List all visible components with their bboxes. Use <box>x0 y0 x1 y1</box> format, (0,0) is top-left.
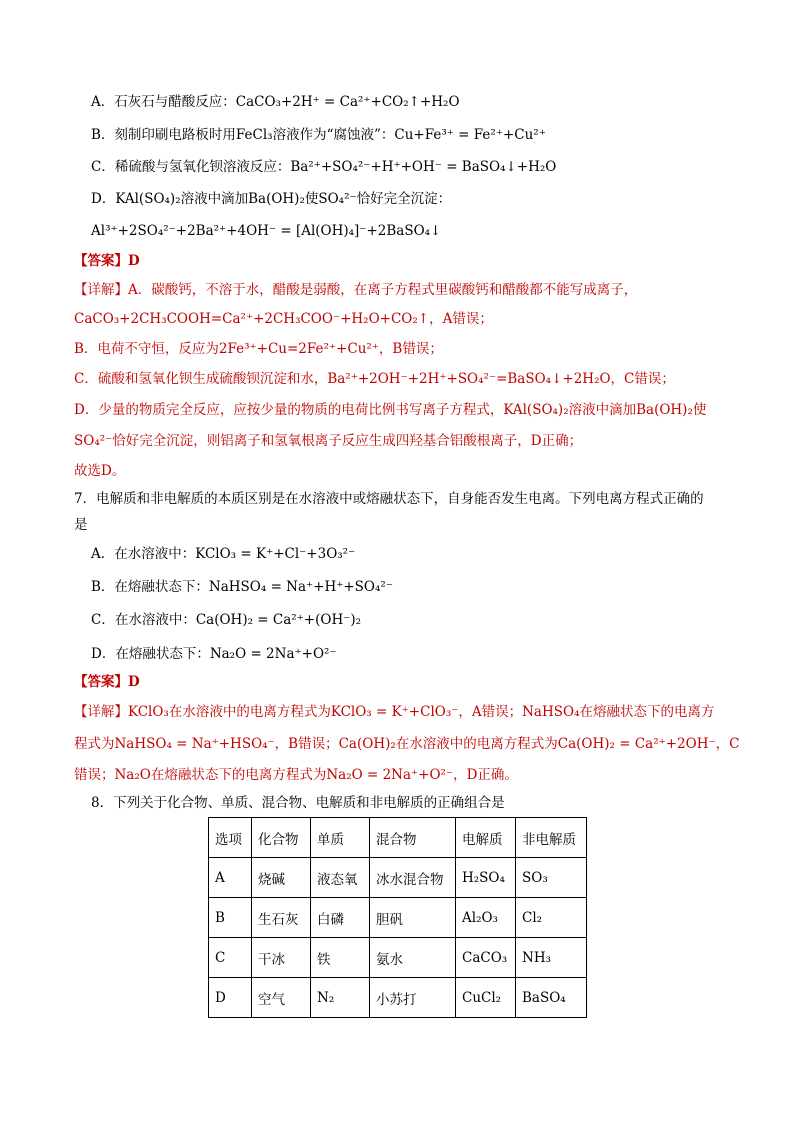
table-cell: H₂SO₄ <box>456 858 516 898</box>
q6-explain-line: 【详解】A．碳酸钙，不溶于水，醋酸是弱酸，在离子方程式里碳酸钙和醋酸都不能写成离子， <box>74 282 638 298</box>
answer-options-table <box>208 817 587 1018</box>
q7-option-c: C．在水溶液中：Ca(OH)₂ = Ca²⁺+(OH⁻)₂ <box>91 612 362 628</box>
table-row <box>209 938 587 978</box>
q6-option-d: D．KAl(SO₄)₂溶液中滴加Ba(OH)₂使SO₄²⁻恰好完全沉淀： <box>91 191 452 207</box>
table-cell: 烧碱 <box>252 858 311 898</box>
table-cell: CaCO₃ <box>456 938 516 978</box>
q7-answer: 【答案】D <box>74 674 140 690</box>
table-row <box>209 858 587 898</box>
table-header-cell: 化合物 <box>252 818 311 858</box>
q6-option-d-equation: Al³⁺+2SO₄²⁻+2Ba²⁺+4OH⁻ = [Al(OH)₄]⁻+2BaSO₄↓ <box>91 223 442 239</box>
q7-option-b: B．在熔融状态下：NaHSO₄ = Na⁺+H⁺+SO₄²⁻ <box>91 579 393 595</box>
q8-stem: 8．下列关于化合物、单质、混合物、电解质和非电解质的正确组合是 <box>91 795 505 811</box>
table-cell: 小苏打 <box>370 978 456 1018</box>
q6-conclusion: 故选D。 <box>74 463 126 479</box>
table-cell: Cl₂ <box>516 898 587 938</box>
table-cell: 胆矾 <box>370 898 456 938</box>
q6-explain-line: SO₄²⁻恰好完全沉淀，则铝离子和氢氧根离子反应生成四羟基合铝酸根离子，D正确； <box>74 433 583 449</box>
table-cell: 空气 <box>252 978 311 1018</box>
table-cell: 生石灰 <box>252 898 311 938</box>
table-cell: 氨水 <box>370 938 456 978</box>
q7-explain-line: 【详解】KClO₃在水溶液中的电离方程式为KClO₃ = K⁺+ClO₃⁻，A错误；NaHSO₄在熔融状态下的电离方 <box>74 704 715 720</box>
q6-option-a: A．石灰石与醋酸反应：CaCO₃+2H⁺ = Ca²⁺+CO₂↑+H₂O <box>91 94 460 110</box>
q7-option-a: A．在水溶液中：KClO₃ = K⁺+Cl⁻+3O₃²⁻ <box>91 546 356 562</box>
table-cell: 液态氧 <box>311 858 370 898</box>
q7-stem: 是 <box>74 517 88 533</box>
table-cell: A <box>209 858 252 898</box>
table-cell: 白磷 <box>311 898 370 938</box>
q7-option-d: D．在熔融状态下：Na₂O = 2Na⁺+O²⁻ <box>91 646 337 662</box>
table-cell: 干冰 <box>252 938 311 978</box>
table-header-cell: 选项 <box>209 818 252 858</box>
table-header-cell: 单质 <box>311 818 370 858</box>
table-cell: SO₃ <box>516 858 587 898</box>
table-header-cell: 非电解质 <box>516 818 587 858</box>
table-cell: C <box>209 938 252 978</box>
q6-option-b: B．刻制印刷电路板时用FeCl₃溶液作为“腐蚀液”：Cu+Fe³⁺ = Fe²⁺+Cu²⁺ <box>91 127 546 143</box>
table-cell: N₂ <box>311 978 370 1018</box>
q6-explain-line: B．电荷不守恒，反应为2Fe³⁺+Cu=2Fe²⁺+Cu²⁺，B错误； <box>74 341 443 357</box>
table-cell: D <box>209 978 252 1018</box>
q6-explain-line: C．硫酸和氢氧化钡生成硫酸钡沉淀和水，Ba²⁺+2OH⁻+2H⁺+SO₄²⁻=BaSO₄↓+2H₂O，C错误； <box>74 371 675 387</box>
q7-explain-line: 程式为NaHSO₄ = Na⁺+HSO₄⁻，B错误；Ca(OH)₂在水溶液中的电离方程式为Ca(OH)₂ = Ca²⁺+2OH⁻，C <box>74 736 740 752</box>
table-cell: CuCl₂ <box>456 978 516 1018</box>
table-row <box>209 898 587 938</box>
table-cell: 铁 <box>311 938 370 978</box>
table-header-row <box>209 818 587 858</box>
table-cell: NH₃ <box>516 938 587 978</box>
q6-explain-line: D．少量的物质完全反应，应按少量的物质的电荷比例书写离子方程式，KAl(SO₄)₂溶液中滴加Ba(OH)₂使 <box>74 402 707 418</box>
q6-option-c: C．稀硫酸与氢氧化钡溶液反应：Ba²⁺+SO₄²⁻+H⁺+OH⁻ = BaSO₄↓+H₂O <box>91 159 557 175</box>
table-cell: 冰水混合物 <box>370 858 456 898</box>
table-header-cell: 电解质 <box>456 818 516 858</box>
table-header-cell: 混合物 <box>370 818 456 858</box>
q7-explain-line: 错误；Na₂O在熔融状态下的电离方程式为Na₂O = 2Na⁺+O²⁻，D正确。 <box>74 767 518 783</box>
q6-answer: 【答案】D <box>74 253 140 269</box>
table-row <box>209 978 587 1018</box>
q7-stem: 7．电解质和非电解质的本质区别是在水溶液中或熔融状态下，自身能否发生电离。下列电离方程式正确的 <box>74 491 704 507</box>
table-cell: B <box>209 898 252 938</box>
table-cell: Al₂O₃ <box>456 898 516 938</box>
table-cell: BaSO₄ <box>516 978 587 1018</box>
q6-explain-line: CaCO₃+2CH₃COOH=Ca²⁺+2CH₃COO⁻+H₂O+CO₂↑，A错误； <box>74 311 493 327</box>
